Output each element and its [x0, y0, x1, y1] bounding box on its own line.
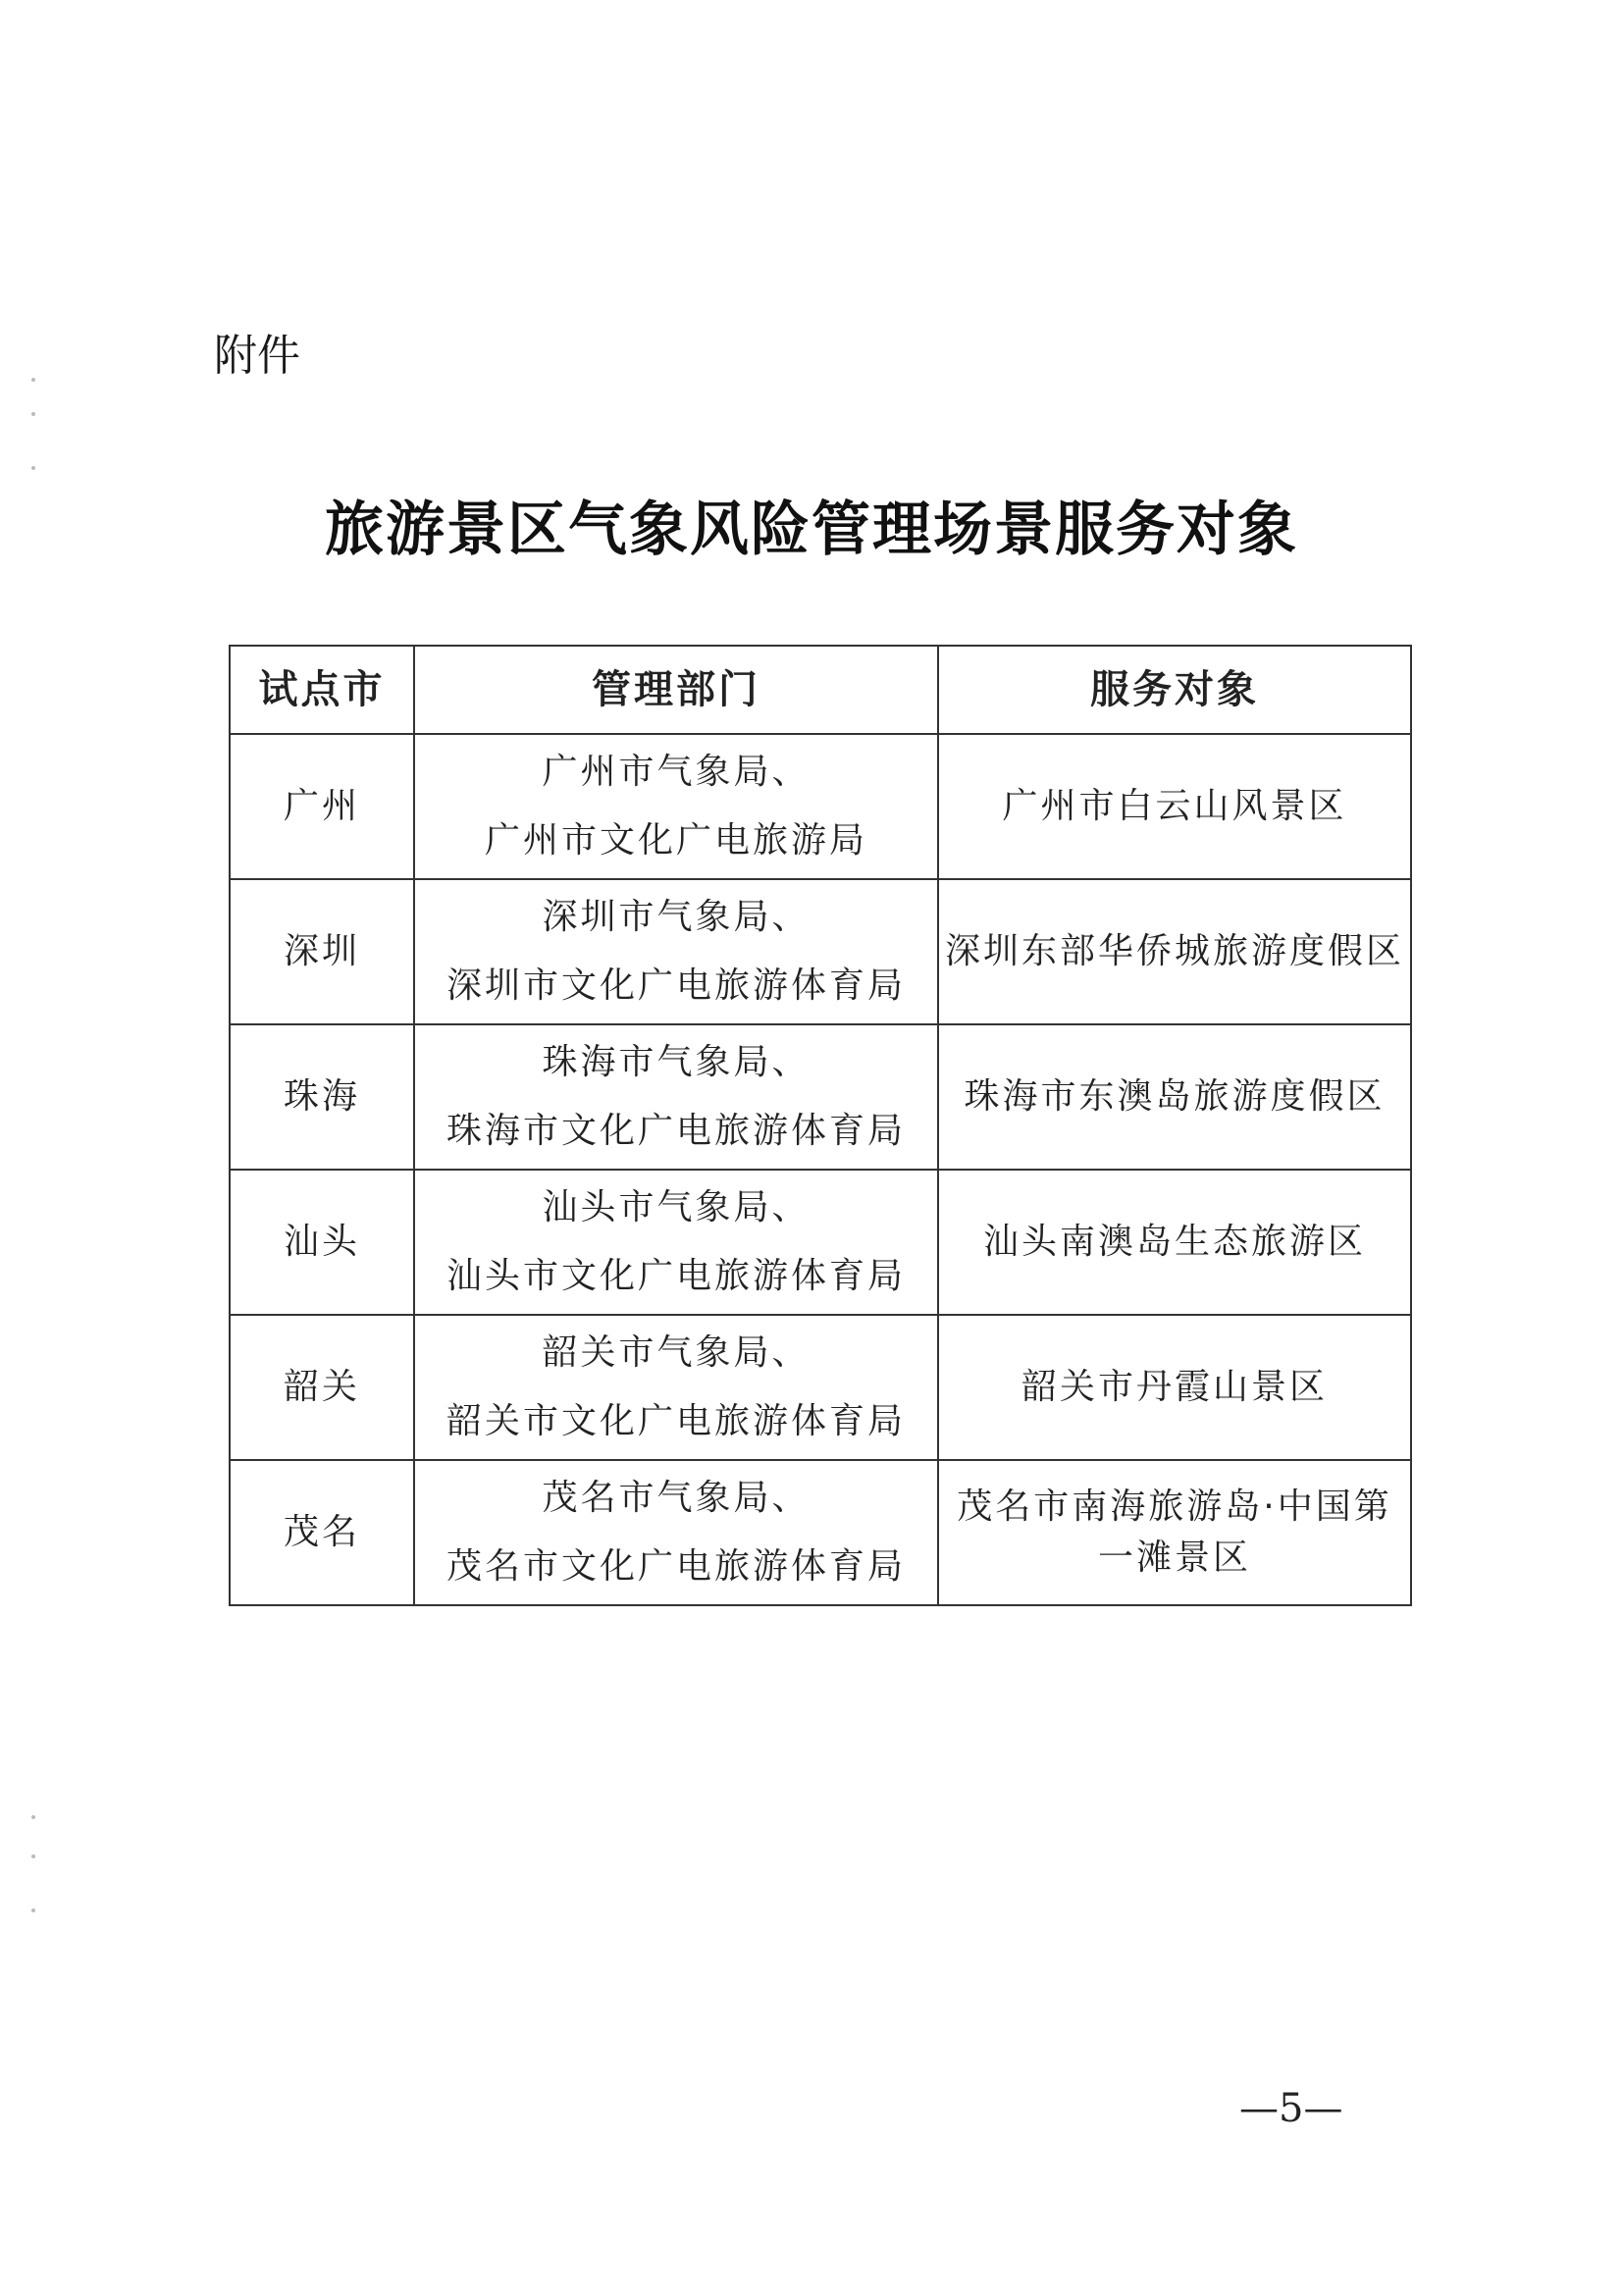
attachment-label: 附件 [214, 331, 300, 381]
table-row [230, 1024, 1411, 1170]
table-header-row [230, 646, 1411, 734]
header-target: 服务对象 [938, 646, 1411, 734]
document-title: 旅游景区气象风险管理场景服务对象 [325, 496, 1298, 564]
table-row [230, 734, 1411, 879]
margin-mark [31, 1908, 35, 1912]
cell-target: 茂名市南海旅游岛·中国第一滩景区 [938, 1460, 1411, 1605]
cell-department [414, 1170, 938, 1315]
margin-mark [31, 1854, 35, 1858]
department-line: 广州市气象局、 [542, 751, 811, 792]
cell-department [414, 734, 938, 879]
margin-mark [31, 466, 35, 470]
cell-city: 茂名 [230, 1460, 414, 1605]
cell-target: 韶关市丹霞山景区 [938, 1315, 1411, 1460]
department-line: 深圳市文化广电旅游体育局 [445, 965, 906, 1006]
margin-mark [31, 412, 35, 416]
cell-city: 深圳 [230, 879, 414, 1024]
cell-city: 珠海 [230, 1024, 414, 1170]
header-city: 试点市 [230, 646, 414, 734]
department-line: 珠海市气象局、 [542, 1041, 811, 1082]
margin-mark [31, 378, 35, 382]
department-line: 汕头市气象局、 [542, 1186, 811, 1227]
cell-department [414, 879, 938, 1024]
cell-city: 韶关 [230, 1315, 414, 1460]
cell-department [414, 1315, 938, 1460]
department-line: 珠海市文化广电旅游体育局 [445, 1111, 906, 1151]
table-row [230, 879, 1411, 1024]
department-line: 广州市文化广电旅游局 [484, 820, 867, 861]
department-line: 韶关市气象局、 [542, 1331, 811, 1373]
cell-department [414, 1460, 938, 1605]
department-line: 汕头市文化广电旅游体育局 [445, 1256, 906, 1296]
cell-target: 珠海市东澳岛旅游度假区 [938, 1024, 1411, 1170]
cell-city: 汕头 [230, 1170, 414, 1315]
cell-target: 深圳东部华侨城旅游度假区 [938, 879, 1411, 1024]
header-department: 管理部门 [414, 646, 938, 734]
cell-city: 广州 [230, 734, 414, 879]
service-target-table [229, 645, 1412, 1606]
cell-target: 广州市白云山风景区 [938, 734, 1411, 879]
table-row [230, 1460, 1411, 1605]
cell-target: 汕头南澳岛生态旅游区 [938, 1170, 1411, 1315]
department-line: 韶关市文化广电旅游体育局 [445, 1401, 906, 1441]
table-row [230, 1315, 1411, 1460]
table-row [230, 1170, 1411, 1315]
department-line: 深圳市气象局、 [542, 896, 811, 937]
page-number: —5— [1239, 2086, 1343, 2131]
cell-department [414, 1024, 938, 1170]
margin-mark [31, 1815, 35, 1819]
department-line: 茂名市气象局、 [542, 1477, 811, 1518]
department-line: 茂名市文化广电旅游体育局 [445, 1546, 906, 1587]
